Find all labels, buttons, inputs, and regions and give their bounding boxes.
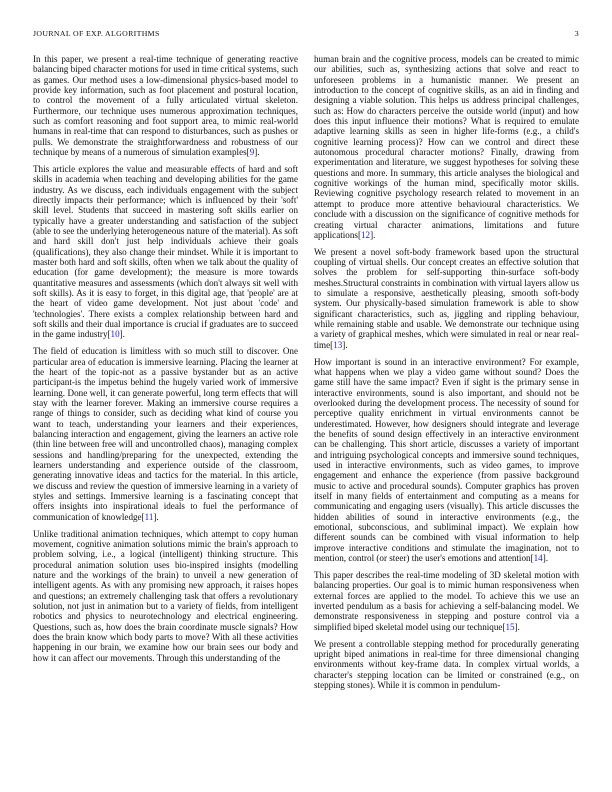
cite-bracket: [ <box>502 621 506 632</box>
paragraph-text: Unlike traditional animation techniques, which attempt to copy human movement, cognitive animation solutions mimic the brain's approach to problem solving, i.e., a logical (intelligent) thinking structure. This procedural animation solution uses bio-inspired insights (modelling nature and the workings of the brain) to unveil a new generation of intelligent agents. As with any promising new approach, it raises hopes and questions; an extremely challenging task that offers a revolutionary solution, not just in animation but to a variety of fields, from intelligent robotics and physics to neurotechnology and electrical engineering. Questions, such as, how does the brain coordinate muscle signals? How does the brain know which body parts to move? With all these activities happening in our brain, we examine how our brain sees our body and how it can affect our movements. Through this understanding of the <box>33 528 298 663</box>
cite-bracket: ]. <box>342 339 348 350</box>
citation-link-9[interactable] <box>247 147 260 157</box>
cite-bracket: [ <box>246 147 250 158</box>
paragraph-text: This article explores the value and measurable effects of hard and soft skills in academia when teaching and developing abilities for the game industry. As we discuss, each individuals engagement with the subject directly impacts their performance; which is influenced by their 'soft' skill level. Students that succeed in mastering soft skills earlier on typically have a greater understanding and satisfaction of the subject (able to see the underlying heterogeneous nature of the material). As soft and hard skill don't just help individuals achieve their goals (qualifications), they also change their mindset. While it is important to master both hard and soft skills, often when we talk about the quality of education (for game development); the measure is more towards quantitative measures and assessments (which don't always sit well with soft skills). As it is easy to forget, in this digital age, that 'people' are at the heart of video game development. Not just about 'code' and 'technologies'. There exists a complex relationship between hard and soft skills and their dual importance is crucial if graduates are to succeed in the game industry <box>33 163 298 340</box>
cite-bracket: ]. <box>370 229 376 240</box>
cite-bracket: ]. <box>514 621 520 632</box>
paragraph-abstract-4-continued <box>314 54 579 240</box>
left-column <box>33 54 298 690</box>
cite-number[interactable]: 9 <box>249 147 255 158</box>
right-column <box>314 54 579 690</box>
paragraph-text: How important is sound in an interactive environment? For example, what happens when we play a video game without sound? Does the game still have the same impact? Even if sight is the primary sense in interactive environments, sound is also important, and should not be overlooked during the development process. The necessity of sound for perceptive quality enrichment in virtual environments cannot be underestimated. However, how designers should integrate and leverage the benefits of sound design effectively in an interactive environment can be challenging. This short article, discusses a variety of important and intriguing psychological concepts and immersive sound techniques, used in interactive environments, such as video games, to improve engagement and enhance the experience (from passive background music to active and procedural sounds). Computer graphics has proven itself in many fields of entertainment and computing as a means for communicating and engaging users (visually). This article discusses the hidden abilities of sound in interactive environments (e.g., the emotional, subconscious, and subliminal impact). We explain how different sounds can be combined with visual information to help improve interactive conditions and stimulate the imagination, not to mention, control (or steer) the user's emotions and attention <box>314 356 579 564</box>
paragraph-abstract-7 <box>314 570 579 632</box>
cite-number[interactable]: 13 <box>333 339 343 350</box>
paragraph-text: The field of education is limitless with so much still to discover. One particular area of education is immersive learning. Placing the learner at the heart of the topic-not as a passive bystander but as an active participant-is the impetus behind the hugely varied work of immersive learning. Done well, it can generate powerful, long term effects that will stay with the learner forever. Making an immersive course requires a range of things to consider, such as deciding what kind of course you want to teach, understanding your learners and their experiences, balancing interaction and engagement, giving the learners an active role (thin line between free will and uncontrolled chaos), managing complex sessions and handling/preparing for the unexpected, extending the learners understanding and experience outside of the classroom, generating innovative ideas and tactics for the material. In this article, we discuss and review the question of immersive learning in a variety of styles and settings. Immersive learning is a fascinating concept that offers insights into inspirational ideals to fuel the performance of communication of knowledge <box>33 346 298 522</box>
paragraph-text: human brain and the cognitive process, models can be created to mimic our abilities, such as, synthesizing actions that solve and react to unforeseen problems in a humanistic manner. We present an introduction to the concept of cognitive skills, as an aid in finding and designing a viable solution. This helps us address principal challenges, such as: How do characters perceive the outside world (input) and how does this input influence their motions? What is required to emulate adaptive learning skills as seen in higher life-forms (e.g., a child's cognitive learning process)? How can we control and direct these autonomous procedural character motions? Finally, drawing from experimentation and literature, we suggest hypotheses for solving these questions and more. In summary, this article analyses the biological and cognitive workings of the human mind, specifically motor skills. Reviewing cognitive psychology research related to movement in an attempt to produce more attentive behavioural characteristics. We conclude with a discussion on the significance of cognitive methods for creating virtual character animations, limitations and future applications <box>314 54 579 240</box>
cite-bracket: ]. <box>119 329 125 340</box>
citation-link-12[interactable] <box>358 230 375 240</box>
cite-bracket: [ <box>141 511 145 522</box>
paragraph-text: This paper describes the real-time modeling of 3D skeletal motion with balancing properties. Our goal is to mimic human responsiveness when external forces are applied to the model. To achieve this we use an inverted pendulum as a basis for achieving a self-balancing model. We demonstrate responsiveness in stepping and posture control via a simplified biped skeletal model using our technique <box>314 570 579 632</box>
paragraph-abstract-3 <box>33 346 298 522</box>
paragraph-abstract-5 <box>314 247 579 350</box>
citation-link-14[interactable] <box>531 553 548 563</box>
cite-number[interactable]: 11 <box>144 511 154 522</box>
cite-bracket: [ <box>330 339 334 350</box>
cite-number[interactable]: 15 <box>505 621 515 632</box>
paragraph-abstract-8 <box>314 639 579 691</box>
cite-number[interactable]: 12 <box>360 229 371 240</box>
citation-link-15[interactable] <box>502 622 519 632</box>
paragraph-abstract-6 <box>314 357 579 564</box>
paragraph-abstract-1 <box>33 54 298 157</box>
cite-bracket: [ <box>107 329 111 340</box>
citation-link-13[interactable] <box>330 340 347 350</box>
cite-bracket: [ <box>530 553 534 564</box>
page-number: 3 <box>574 29 579 38</box>
journal-title: JOURNAL OF EXP. ALGORITHMS <box>33 29 160 38</box>
cite-bracket: ]. <box>153 511 159 522</box>
two-column-body <box>33 54 579 690</box>
citation-link-10[interactable] <box>108 329 125 339</box>
paragraph-text: In this paper, we present a real-time technique of generating reactive balancing biped character motions for used in time critical systems, such as games. Our method uses a low-dimensional physics-based model to provide key information, such as foot placement and postural location, to control the movement of a fully articulated virtual skeleton. Furthermore, our technique uses numerous approximation techniques, such as comfort reasoning and foot support area, to mimic real-world humans in real-time that can respond to disturbances, such as pushes or pulls. We demonstrate the straightforwardness and robustness of our technique by means of a numerous of simulation examples <box>33 54 298 158</box>
cite-number[interactable]: 14 <box>533 553 543 564</box>
paragraph-text: We present a controllable stepping method for procedurally generating upright biped animations in real-time for three dimensional changing environments without key-frame data. In complex virtual worlds, a character's stepping location can be limited or constrained (e.g., on stepping stones). While it is common in pendulum- <box>314 638 579 690</box>
citation-link-11[interactable] <box>142 512 159 522</box>
cite-bracket: ]. <box>542 553 548 564</box>
paragraph-abstract-2 <box>33 164 298 340</box>
paragraph-text: We present a novel soft-body framework based upon the structural coupling of virtual shells. Our concept creates an effective solution that solves the problem for self-supporting thin-surface soft-body meshes.Structural constraints in combination with virtual layers allow us to simulate a responsive, aesthetically pleasing, smooth soft-body system. Our physically-based simulation framework is able to show significant characteristics, such as, jiggling and rippling behaviour, while remaining stable and usable. We demonstrate our technique using a variety of graphical meshes, which were simulated in real or near real-time <box>314 246 579 350</box>
cite-bracket: ]. <box>254 147 260 158</box>
paragraph-abstract-4 <box>33 529 298 663</box>
cite-bracket: [ <box>357 229 361 240</box>
running-header <box>33 29 579 38</box>
cite-number[interactable]: 10 <box>110 329 120 340</box>
